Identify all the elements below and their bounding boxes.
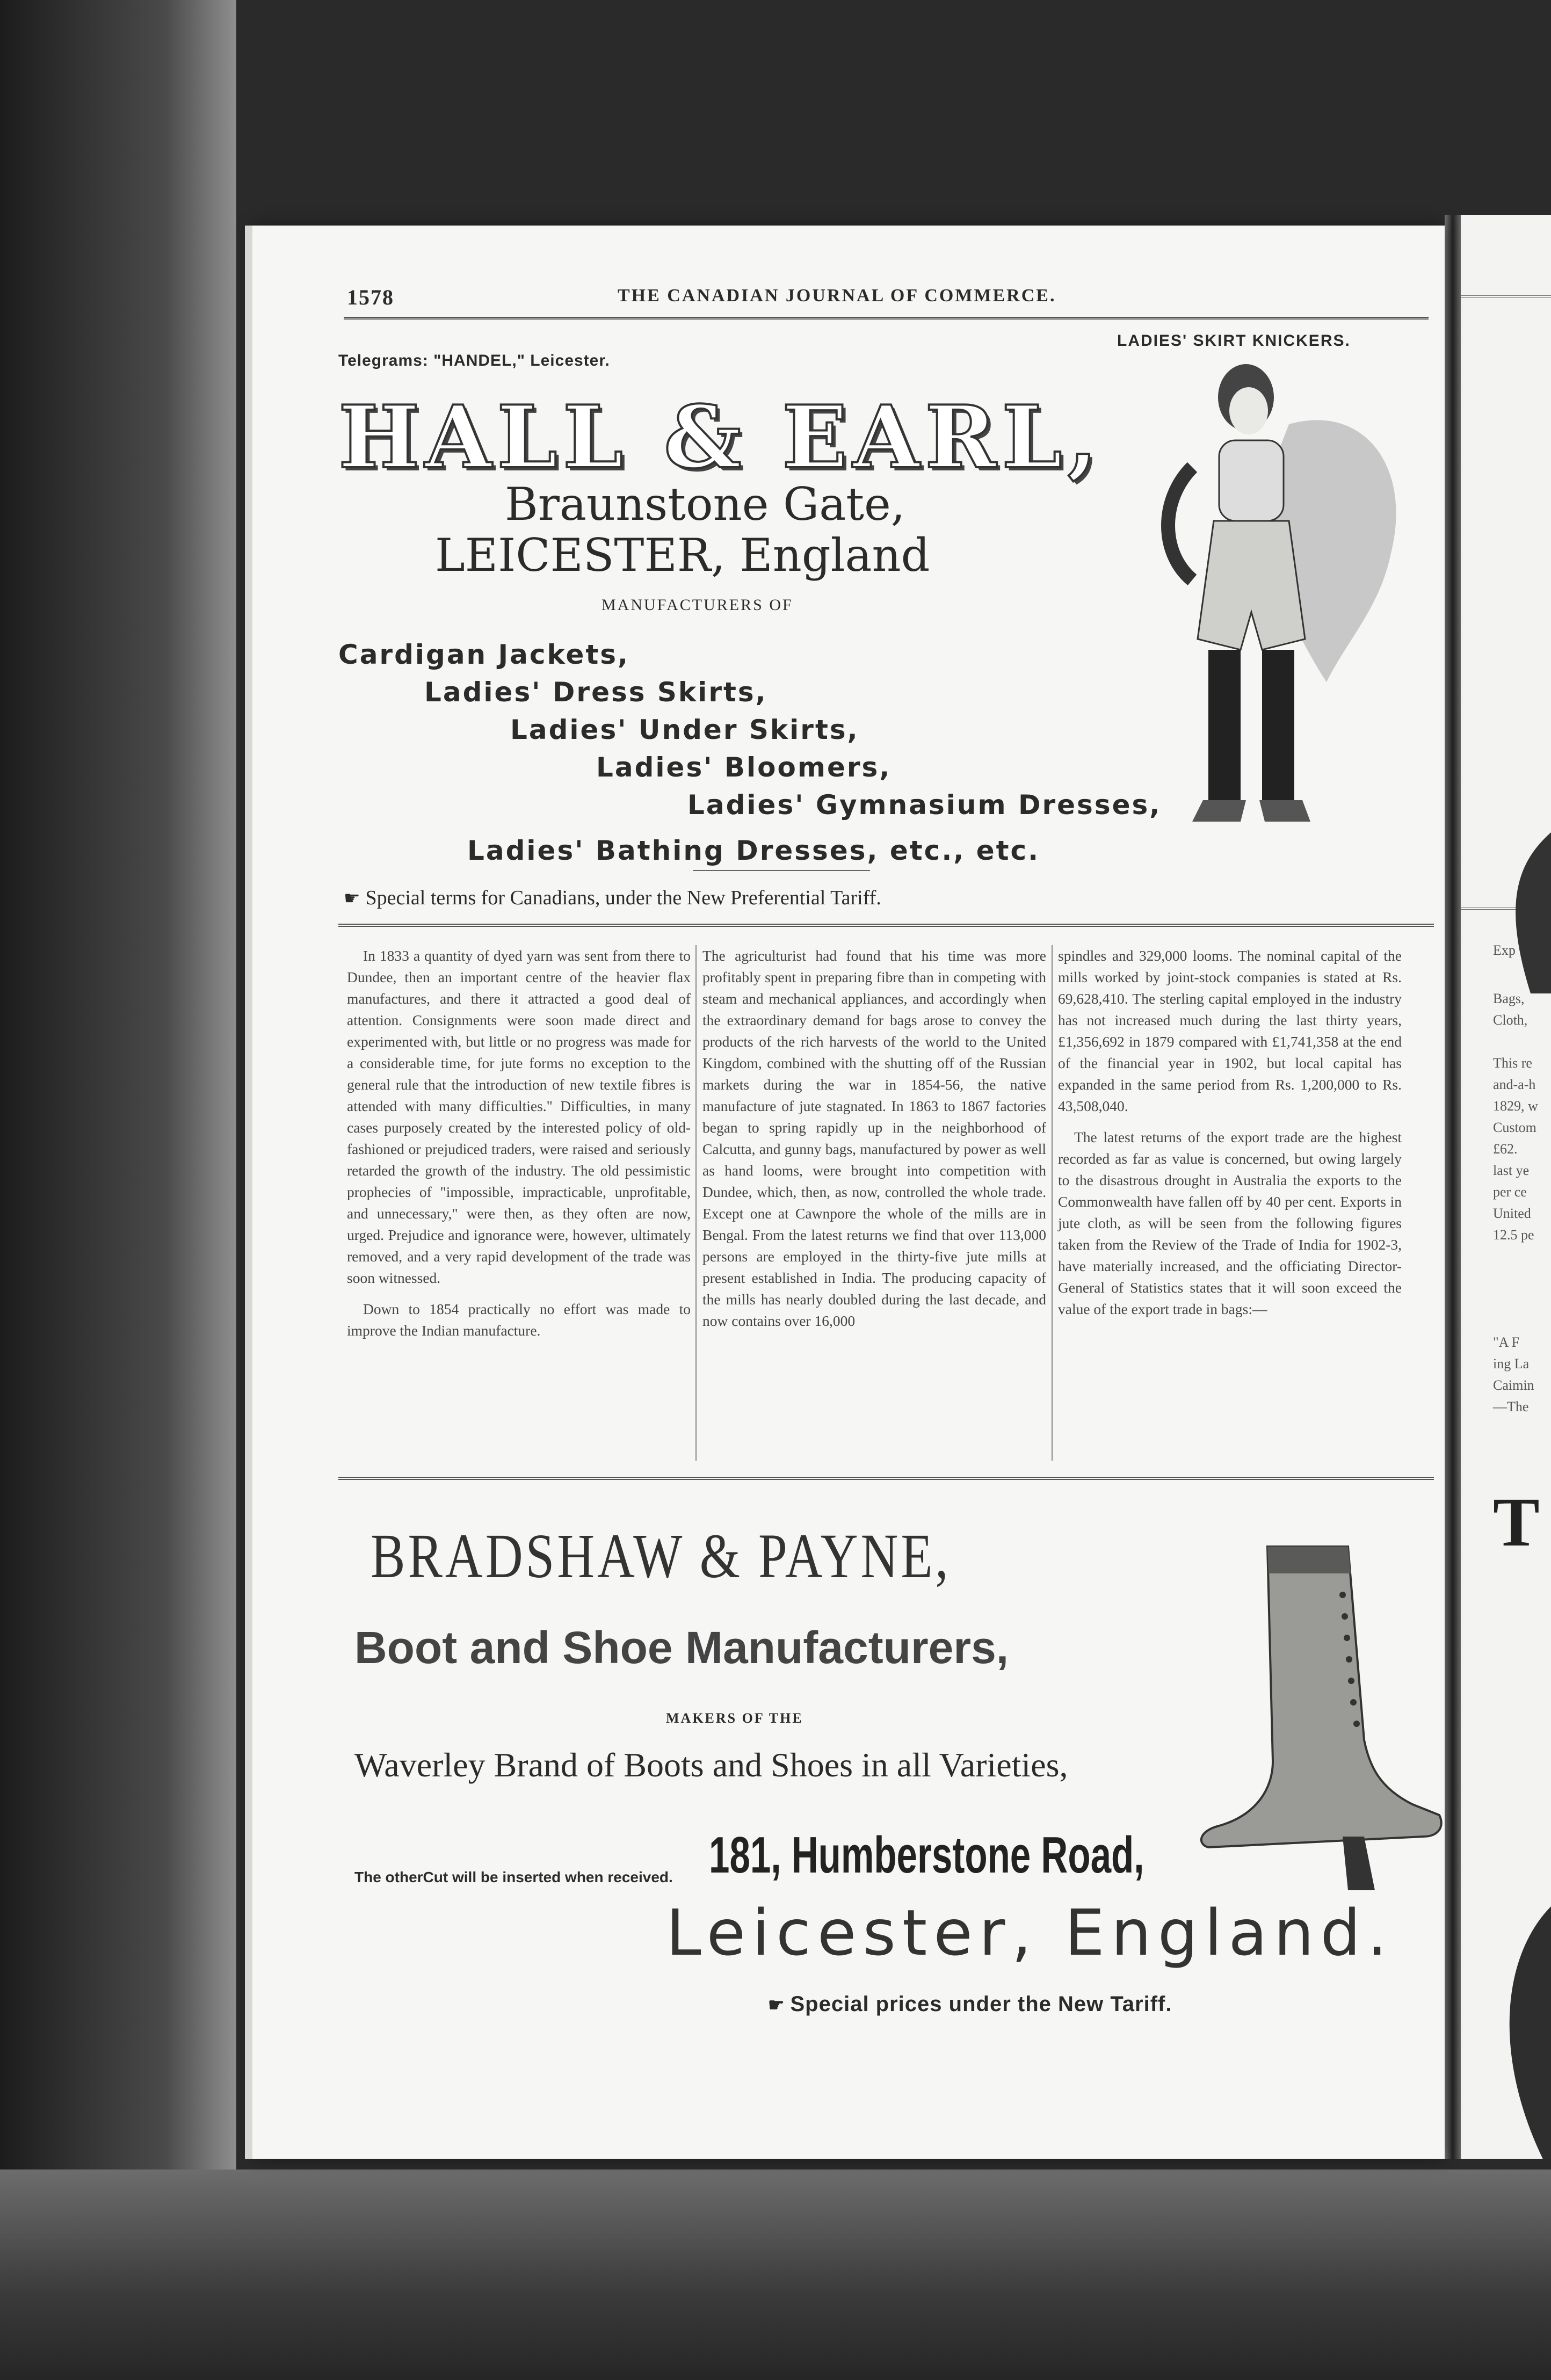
other-cut-note: The otherCut will be inserted when received. [354,1869,673,1885]
adjacent-rule [1461,295,1551,298]
special-prices-line [768,1992,1172,2016]
ad-divider [693,870,870,871]
book-gutter [1445,215,1461,2159]
column-separator [695,945,697,1461]
article-column [702,945,1046,1341]
adjacent-text: Exp [1493,942,1516,958]
adjacent-text: 12.5 pe [1493,1227,1534,1243]
adjacent-text: 1829, w [1493,1098,1538,1114]
article-paragraph: The agriculturist had found that his time was more profitably spent in preparing fibre than in competing with steam and mechanical appliances, and accordingly when the extraordinary demand for bags arose to convey the products of the rich harvests of the world to the United Kingdom, combined with the shutting off of the Russian markets during the war in 1854-56, the native manufacture of jute stagnated. In 1863 to 1867 factories began to spring rapidly up in the neighborhood of Calcutta, and gunny bags, manufactured by power as well as hand looms, were brought into competition with Dundee, which, then, as now, controlled the whole trade. Except one at Cawnpore the whole of the mills are in Bengal. From the latest returns we find that over 113,000 persons are employed in the thirty-five jute mills at present established in India. The producing capacity of the mills has nearly doubled during the last decade, and now contains over 16,000 [702,947,1046,1329]
trade-line: Boot and Shoe Manufacturers, [354,1622,1009,1673]
firm-address: 181, Humberstone Road, [709,1826,1144,1884]
adjacent-text: —The [1493,1399,1529,1414]
scanner-background-bottom [0,2169,1551,2380]
adjacent-text: This re [1493,1055,1532,1071]
adjacent-text: Cloth, [1493,1012,1528,1028]
journal-page [252,226,1445,2159]
adjacent-text: United [1493,1206,1531,1221]
adjacent-text: Custom [1493,1120,1536,1135]
page-number: 1578 [347,285,394,309]
article-column [1058,945,1402,1330]
firm-city-2: Leicester, England. [666,1896,1394,1970]
special-terms-line [344,886,881,910]
special-prices-text: Special prices under the New Tariff. [790,1992,1172,2016]
product-item: Ladies' Dress Skirts, [424,677,767,708]
section-rule [338,924,1434,927]
pointing-hand-icon: ☛ [344,889,360,909]
adjacent-text: Caimin [1493,1377,1534,1393]
firm-city: LEICESTER, England [435,529,930,582]
adjacent-text: ing La [1493,1356,1530,1372]
firm-street: Braunstone Gate, [505,478,905,531]
manufacturers-of-label: MANUFACTURERS OF [601,596,793,614]
adjacent-text: "A F [1493,1334,1519,1350]
article-paragraph: The latest returns of the export trade are the highest recorded as far as value is concerned, but owing largely to the disastrous drought in Australia the exports to the Commonwealth have fallen off by 40 per cent. Exports in jute cloth, as will be seen from the following figures taken from the Review of the Trade of India for 1902-3, have materially increased, and the officiating Director-General of Statistics states that it will soon exceed the value of the export trade in bags:— [1058,1129,1402,1317]
journal-title: THE CANADIAN JOURNAL OF COMMERCE. [618,286,1056,306]
scanner-background-left [0,0,236,2380]
adjacent-page-fragment [1461,215,1551,2159]
product-item: Cardigan Jackets, [338,639,630,670]
article-paragraph: spindles and 329,000 looms. The nominal capital of the mills worked by joint-stock companies is stated at Rs. 69,628,410. The sterling capital employed in the industry has not increased much during the last thirty years, £1,356,692 in 1879 compared with £1,741,358 at the end of the financial year in 1902, but local capital has expanded in the same period from Rs. 1,200,000 to Rs. 43,508,040. [1058,947,1402,1114]
skirt-knickers-illustration [1112,360,1418,886]
product-item: Ladies' Gymnasium Dresses, [687,789,1162,821]
illustration-caption: LADIES' SKIRT KNICKERS. [1117,332,1351,350]
product-item: Ladies' Bathing Dresses, etc., etc. [467,835,1040,866]
column-separator [1052,945,1053,1461]
article-paragraph: In 1833 a quantity of dyed yarn was sent from there to Dundee, then an important centre of the heavier flax manufactures, and there it attracted a good deal of attention. Consignments were soon made direct and experimented with, but little or no progress was made for a considerable time, for jute forms no exception to the general rule that the introduction of new textile fibres is attended with many difficulties." Difficulties, in many cases purposely created by the interested policy of old-fashioned or prejudiced traders, were raised and seriously retarded the growth of the industry. The old pessimistic prophecies of "impossible, impracticable, unprofitable, and unnecessary," were then, as they often are now, urged. Prejudice and ignorance were, however, ultimately removed, and a very rapid development of the trade was soon witnessed. [347,947,691,1286]
adjacent-text: last ye [1493,1163,1530,1178]
boot-illustration [1187,1536,1445,1901]
brand-line: Waverley Brand of Boots and Shoes in all Varieties, [354,1746,1068,1784]
adjacent-illustration-fragment [1482,1906,1551,2159]
pointing-hand-icon: ☛ [768,1995,785,2015]
adjacent-text: and-a-h [1493,1077,1536,1092]
product-item: Ladies' Under Skirts, [510,714,859,745]
article-column [347,945,691,1351]
firm-name-2: BRADSHAW & PAYNE, [371,1521,951,1591]
article-paragraph: Down to 1854 practically no effort was made to improve the Indian manufacture. [347,1301,691,1339]
makers-of-label: MAKERS OF THE [666,1710,803,1726]
adjacent-text: Bags, [1493,991,1525,1006]
adjacent-large-letter: T [1493,1484,1540,1561]
product-item: Ladies' Bloomers, [596,752,892,783]
adjacent-text: per ce [1493,1184,1527,1200]
firm-name: HALL & EARL, [338,387,1103,488]
header-rule [344,317,1429,320]
adjacent-illustration-fragment [1482,832,1551,993]
running-header [252,285,1445,309]
telegrams-line: Telegrams: "HANDEL," Leicester. [338,352,610,369]
section-rule [338,1477,1434,1480]
adjacent-text: £62. [1493,1141,1518,1157]
special-terms-text: Special terms for Canadians, under the New Preferential Tariff. [365,887,881,909]
